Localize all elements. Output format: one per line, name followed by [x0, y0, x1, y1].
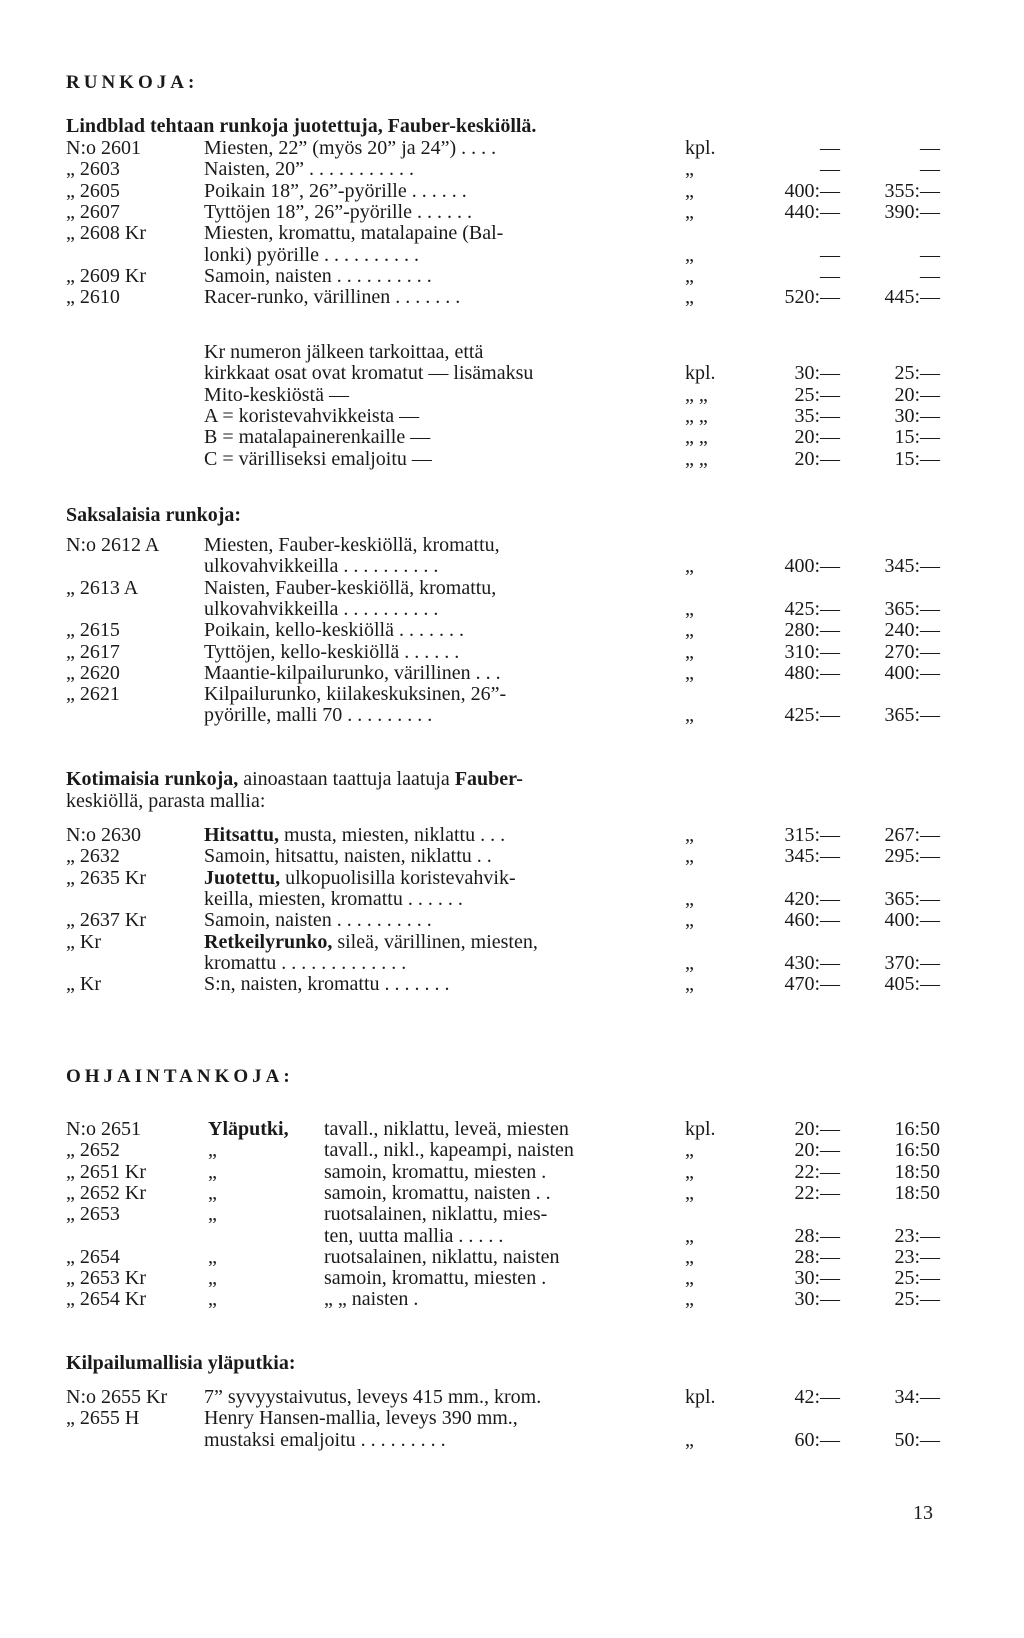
item-description: C = värilliseksi emaljoitu —	[204, 447, 432, 470]
item-number: „ 2652 Kr	[66, 1181, 146, 1204]
price-column-1: 20:—	[794, 1118, 840, 1140]
item-subtype: „	[208, 1181, 217, 1204]
price-column-2: 400:—	[884, 661, 940, 684]
item-description-bold: Hitsattu,	[204, 824, 279, 846]
price-column-1: 425:—	[784, 597, 840, 620]
item-description: Miesten, 22” (myös 20” ja 24”) . . . .	[204, 137, 497, 159]
price-column-2: 365:—	[884, 887, 940, 910]
item-description: A = koristevahvikkeista —	[204, 404, 420, 427]
price-column-2: 400:—	[884, 909, 940, 932]
table-row	[0, 244, 1024, 266]
item-description: Samoin, hitsattu, naisten, niklattu . .	[204, 845, 492, 868]
item-number: „ 2655 H	[66, 1407, 140, 1430]
price-column-1: —	[820, 158, 840, 181]
item-number: „ 2651 Kr	[66, 1160, 146, 1183]
price-column-1: —	[820, 243, 840, 266]
price-column-1: 30:—	[794, 362, 840, 385]
note-row	[0, 362, 1024, 384]
item-number: „ 2652	[66, 1139, 120, 1162]
item-unit: „	[685, 1224, 694, 1247]
note-row	[0, 405, 1024, 427]
table-row	[0, 598, 1024, 620]
price-column-1: 470:—	[784, 973, 840, 996]
price-column-2: 240:—	[884, 619, 940, 642]
section-heading-kilpailu: Kilpailumallisia yläputkia:	[66, 1352, 296, 1374]
table-row	[0, 867, 1024, 889]
table-row	[0, 1139, 1024, 1161]
item-subtype: „	[208, 1267, 217, 1290]
price-column-1: 20:—	[794, 426, 840, 449]
price-column-1: 420:—	[784, 887, 840, 910]
item-unit: „ „	[685, 426, 708, 449]
item-unit: „	[685, 1288, 694, 1311]
note-row	[0, 426, 1024, 448]
price-column-1: 400:—	[784, 179, 840, 202]
item-unit: „	[685, 973, 694, 996]
table-row	[0, 1161, 1024, 1183]
item-description: tavall., niklattu, leveä, miesten	[324, 1118, 569, 1140]
section-heading-kotimaisia-line2: keskiöllä, parasta mallia:	[66, 790, 266, 812]
price-column-2: —	[920, 243, 940, 266]
price-column-1: 520:—	[784, 286, 840, 309]
item-unit: „	[685, 640, 694, 663]
table-row	[0, 909, 1024, 931]
heading-bold: Fauber-	[454, 768, 523, 790]
item-description: S:n, naisten, kromattu . . . . . . .	[204, 973, 450, 996]
item-number: „ 2654	[66, 1245, 120, 1268]
item-description-bold: Juotettu,	[204, 866, 281, 889]
item-number: N:o 2612 A	[66, 534, 160, 556]
item-number: „ Kr	[66, 930, 101, 953]
price-column-1: 28:—	[794, 1224, 840, 1247]
table-row	[0, 1386, 1024, 1408]
item-unit: „ „	[685, 447, 708, 470]
item-unit: kpl.	[685, 137, 716, 159]
item-unit: kpl.	[685, 1386, 716, 1408]
price-column-2: 34:—	[894, 1386, 940, 1408]
item-description: ten, uutta mallia . . . . .	[324, 1224, 504, 1247]
price-column-1: 280:—	[784, 619, 840, 642]
price-column-1: 22:—	[794, 1160, 840, 1183]
item-number: N:o 2630	[66, 824, 141, 846]
price-column-2: 445:—	[884, 286, 940, 309]
item-description-bold: Retkeilyrunko,	[204, 930, 333, 953]
item-description: pyörille, malli 70 . . . . . . . . .	[204, 704, 433, 727]
price-column-1: —	[820, 137, 840, 159]
note-row	[0, 341, 1024, 363]
item-description: Naisten, 20” . . . . . . . . . . .	[204, 158, 414, 181]
item-description: keilla, miesten, kromattu . . . . . .	[204, 887, 463, 910]
price-column-1: 425:—	[784, 704, 840, 727]
item-description: lonki) pyörille . . . . . . . . . .	[204, 243, 419, 266]
item-number: „ 2654 Kr	[66, 1288, 146, 1311]
price-column-2: 18:50	[894, 1181, 940, 1204]
item-description: Kr numeron jälkeen tarkoittaa, että	[204, 341, 484, 363]
item-number: „ 2608 Kr	[66, 222, 146, 245]
item-unit: „	[685, 179, 694, 202]
price-column-1: 30:—	[794, 1288, 840, 1311]
item-number: „ 2653	[66, 1203, 120, 1226]
item-description: Samoin, naisten . . . . . . . . . .	[204, 264, 432, 287]
table-row	[0, 265, 1024, 287]
item-description: mustaksi emaljoitu . . . . . . . . .	[204, 1428, 446, 1451]
item-number: N:o 2655 Kr	[66, 1386, 168, 1408]
item-unit: „	[685, 1160, 694, 1183]
item-subtype: „	[208, 1203, 217, 1226]
table-row	[0, 1429, 1024, 1451]
item-unit: „	[685, 264, 694, 287]
table-row	[0, 1246, 1024, 1268]
item-subtype: Yläputki,	[208, 1118, 289, 1140]
item-description: ruotsalainen, niklattu, naisten	[324, 1245, 560, 1268]
item-description: Naisten, Fauber-keskiöllä, kromattu,	[204, 576, 497, 599]
table-row	[0, 704, 1024, 726]
price-column-2: 23:—	[894, 1245, 940, 1268]
item-number: „ 2653 Kr	[66, 1267, 146, 1290]
item-unit: kpl.	[685, 362, 716, 385]
table-row	[0, 619, 1024, 641]
page-number: 13	[913, 1502, 933, 1524]
table-row	[0, 1118, 1024, 1140]
price-column-2: —	[920, 264, 940, 287]
item-number: „ 2603	[66, 158, 120, 181]
price-column-2: 365:—	[884, 704, 940, 727]
price-column-1: 35:—	[794, 404, 840, 427]
heading-text: ainoastaan taattuja laatuja	[238, 768, 455, 790]
price-column-2: 25:—	[894, 1267, 940, 1290]
item-subtype: „	[208, 1139, 217, 1162]
price-column-2: 295:—	[884, 845, 940, 868]
price-column-2: 30:—	[894, 404, 940, 427]
item-number: „ 2610	[66, 286, 120, 309]
price-column-2: 370:—	[884, 951, 940, 974]
item-unit: „	[685, 909, 694, 932]
price-column-1: 315:—	[784, 824, 840, 846]
item-number: „ 2609 Kr	[66, 264, 146, 287]
table-row	[0, 824, 1024, 846]
section-heading-ohjaintankoja: OHJAINTANKOJA:	[66, 1066, 294, 1087]
item-description: ulkovahvikkeilla . . . . . . . . . .	[204, 555, 439, 578]
table-row	[0, 845, 1024, 867]
item-unit: „	[685, 555, 694, 578]
item-number: „ 2605	[66, 179, 120, 202]
price-column-2: 390:—	[884, 200, 940, 223]
item-unit: „	[685, 1245, 694, 1268]
table-row	[0, 952, 1024, 974]
item-number: „ 2637 Kr	[66, 909, 146, 932]
price-column-1: 460:—	[784, 909, 840, 932]
item-unit: „	[685, 158, 694, 181]
price-column-1: 20:—	[794, 447, 840, 470]
price-column-1: 480:—	[784, 661, 840, 684]
price-column-2: 365:—	[884, 597, 940, 620]
table-row	[0, 931, 1024, 953]
price-column-2: 23:—	[894, 1224, 940, 1247]
item-description: kirkkaat osat ovat kromatut — lisämaksu	[204, 362, 534, 385]
price-column-1: 310:—	[784, 640, 840, 663]
price-column-1: 28:—	[794, 1245, 840, 1268]
item-unit: „	[685, 704, 694, 727]
item-unit: „	[685, 200, 694, 223]
item-description: „ „ naisten .	[324, 1288, 419, 1311]
item-description: samoin, kromattu, naisten . .	[324, 1181, 551, 1204]
item-number: „ 2635 Kr	[66, 866, 146, 889]
table-row	[0, 158, 1024, 180]
item-number: „ 2613 A	[66, 576, 139, 599]
item-description: ulkovahvikkeilla . . . . . . . . . .	[204, 597, 439, 620]
item-unit: „	[685, 243, 694, 266]
item-number: „ 2620	[66, 661, 120, 684]
price-column-1: 400:—	[784, 555, 840, 578]
table-row	[0, 662, 1024, 684]
price-column-2: 345:—	[884, 555, 940, 578]
item-unit: „ „	[685, 383, 708, 406]
item-description-text: musta, miesten, niklattu . . .	[279, 824, 506, 846]
price-column-2: 25:—	[894, 1288, 940, 1311]
note-row	[0, 384, 1024, 406]
item-description: Miesten, Fauber-keskiöllä, kromattu,	[204, 534, 500, 556]
table-row	[0, 1182, 1024, 1204]
item-description: Samoin, naisten . . . . . . . . . .	[204, 909, 432, 932]
table-row	[0, 641, 1024, 663]
item-unit: „	[685, 1139, 694, 1162]
item-description: 7” syvyystaivutus, leveys 415 mm., krom.	[204, 1386, 542, 1408]
item-number: „ 2607	[66, 200, 120, 223]
item-unit: „	[685, 951, 694, 974]
price-column-2: 25:—	[894, 362, 940, 385]
price-column-2: 355:—	[884, 179, 940, 202]
item-description: Kilpailurunko, kiilakeskuksinen, 26”-	[204, 683, 507, 706]
table-row	[0, 1288, 1024, 1310]
item-number: „ Kr	[66, 973, 101, 996]
item-description: Henry Hansen-mallia, leveys 390 mm.,	[204, 1407, 518, 1430]
price-column-2: 270:—	[884, 640, 940, 663]
item-description: Poikain 18”, 26”-pyörille . . . . . .	[204, 179, 467, 202]
section-heading-runkoja: RUNKOJA:	[66, 72, 199, 93]
table-row	[0, 1225, 1024, 1247]
item-unit: kpl.	[685, 1118, 716, 1140]
item-unit: „	[685, 619, 694, 642]
item-description	[204, 867, 684, 889]
table-row	[0, 180, 1024, 202]
price-column-2: 16:50	[894, 1118, 940, 1140]
item-unit: „	[685, 824, 694, 846]
item-number: „ 2615	[66, 619, 120, 642]
item-description: kromattu . . . . . . . . . . . . .	[204, 951, 407, 974]
section-heading-kotimaisia	[66, 768, 746, 790]
price-column-1: 345:—	[784, 845, 840, 868]
item-number: N:o 2601	[66, 137, 141, 159]
item-number: N:o 2651	[66, 1118, 141, 1140]
item-unit: „ „	[685, 404, 708, 427]
item-description: Miesten, kromattu, matalapaine (Bal-	[204, 222, 504, 245]
item-subtype: „	[208, 1288, 217, 1311]
item-description-text: sileä, värillinen, miesten,	[332, 930, 538, 953]
heading-bold: Kotimaisia runkoja,	[66, 768, 239, 790]
table-row	[0, 137, 1024, 159]
intro-line: Lindblad tehtaan runkoja juotettuja, Fauber-keskiöllä.	[66, 115, 537, 137]
table-row	[0, 555, 1024, 577]
item-description	[204, 824, 684, 846]
item-unit: „	[685, 597, 694, 620]
item-unit: „	[685, 845, 694, 868]
table-row	[0, 577, 1024, 599]
table-row	[0, 973, 1024, 995]
price-column-2: 15:—	[894, 447, 940, 470]
item-number: „ 2621	[66, 683, 120, 706]
item-description-text: ulkopuolisilla koristevahvik-	[280, 866, 516, 889]
item-description: B = matalapainerenkaille —	[204, 426, 431, 449]
table-row	[0, 1203, 1024, 1225]
table-row	[0, 1407, 1024, 1429]
price-column-1: 30:—	[794, 1267, 840, 1290]
item-unit: „	[685, 1267, 694, 1290]
table-row	[0, 201, 1024, 223]
price-column-1: 440:—	[784, 200, 840, 223]
price-column-2: 20:—	[894, 383, 940, 406]
table-row	[0, 683, 1024, 705]
item-description: ruotsalainen, niklattu, mies-	[324, 1203, 548, 1226]
table-row	[0, 286, 1024, 308]
item-number: „ 2617	[66, 640, 120, 663]
table-row	[0, 534, 1024, 556]
item-number: „ 2632	[66, 845, 120, 868]
item-subtype: „	[208, 1245, 217, 1268]
price-column-2: 405:—	[884, 973, 940, 996]
price-column-2: 267:—	[884, 824, 940, 846]
item-unit: „	[685, 1428, 694, 1451]
note-row	[0, 448, 1024, 470]
price-column-1: —	[820, 264, 840, 287]
item-description	[204, 931, 684, 953]
item-description: Tyttöjen 18”, 26”-pyörille . . . . . .	[204, 200, 472, 223]
table-row	[0, 888, 1024, 910]
item-description: Maantie-kilpailurunko, värillinen . . .	[204, 661, 501, 684]
item-subtype: „	[208, 1160, 217, 1183]
price-column-1: 430:—	[784, 951, 840, 974]
price-column-1: 25:—	[794, 383, 840, 406]
price-column-1: 60:—	[794, 1428, 840, 1451]
price-column-1: 42:—	[794, 1386, 840, 1408]
item-description: Mito-keskiöstä —	[204, 383, 349, 406]
item-description: Tyttöjen, kello-keskiöllä . . . . . .	[204, 640, 460, 663]
table-row	[0, 1267, 1024, 1289]
item-description: tavall., nikl., kapeampi, naisten	[324, 1139, 574, 1162]
price-column-2: —	[920, 158, 940, 181]
price-column-2: 15:—	[894, 426, 940, 449]
item-description: samoin, kromattu, miesten .	[324, 1160, 547, 1183]
item-unit: „	[685, 661, 694, 684]
price-column-2: 50:—	[894, 1428, 940, 1451]
price-column-2: —	[920, 137, 940, 159]
item-description: Racer-runko, värillinen . . . . . . .	[204, 286, 461, 309]
price-column-2: 16:50	[894, 1139, 940, 1162]
item-description: Poikain, kello-keskiöllä . . . . . . .	[204, 619, 464, 642]
item-unit: „	[685, 887, 694, 910]
price-column-2: 18:50	[894, 1160, 940, 1183]
table-row	[0, 222, 1024, 244]
price-column-1: 20:—	[794, 1139, 840, 1162]
item-unit: „	[685, 1181, 694, 1204]
price-column-1: 22:—	[794, 1181, 840, 1204]
item-description: samoin, kromattu, miesten .	[324, 1267, 547, 1290]
item-unit: „	[685, 286, 694, 309]
section-heading-saksalaisia: Saksalaisia runkoja:	[66, 504, 242, 526]
